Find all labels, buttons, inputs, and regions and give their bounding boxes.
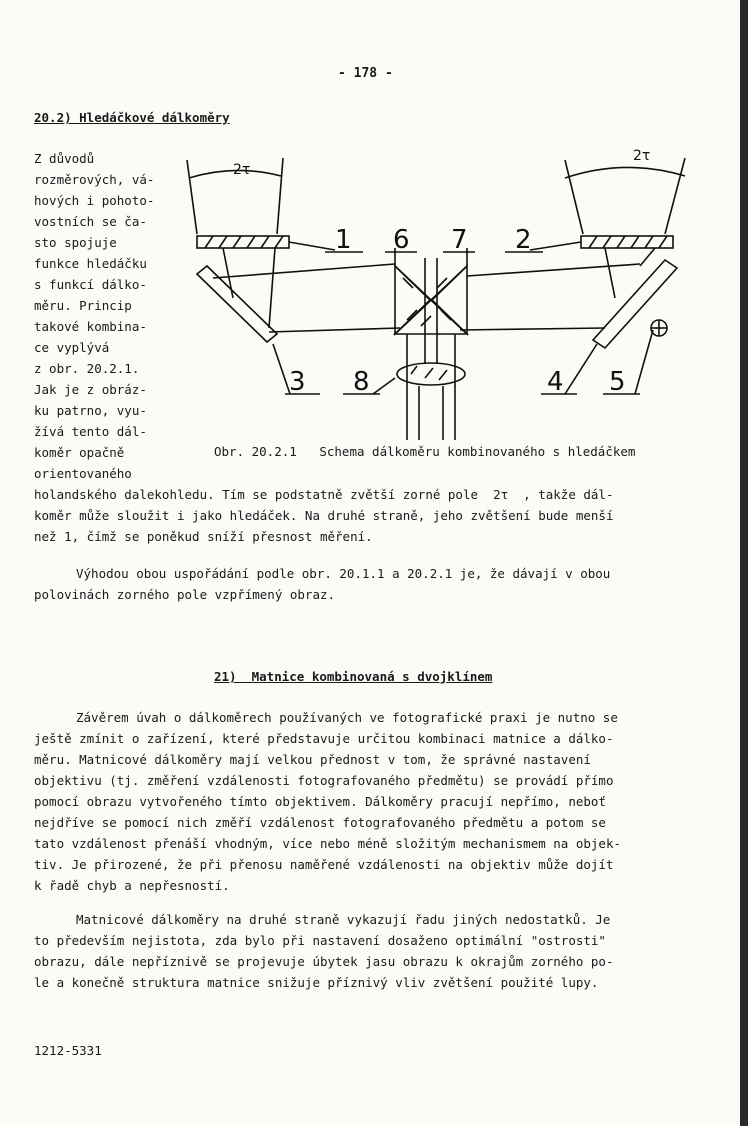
body-line: to především nejistota, zda bylo při nastavení dosaženo optimální "ostrosti": [34, 933, 606, 948]
side-line: vostních se ča-: [34, 214, 147, 229]
section-heading-20-2: 20.2) Hledáčkové dálkoměry: [34, 110, 230, 125]
body-line: Matnicové dálkoměry na druhé straně vykazují řadu jiných nedostatků. Je: [76, 912, 611, 927]
body-line: Závěrem úvah o dálkoměrech používaných ve fotografické praxi je nutno se: [76, 710, 618, 725]
section-heading-21: 21) Matnice kombinovaná s dvojklínem: [214, 669, 493, 684]
side-line: s funkcí dálko-: [34, 277, 147, 292]
side-line: koměr opačně: [34, 445, 125, 460]
body-line: než 1, čímž se poněkud sníží přesnost měření.: [34, 529, 373, 544]
figure-caption: Obr. 20.2.1 Schema dálkoměru kombinovaného s hledáčkem: [214, 444, 636, 459]
body-line: tato vzdálenost přenáší vhodným, více nebo méně složitým mechanismem na objek-: [34, 836, 621, 851]
scan-edge: [740, 0, 748, 1126]
figure-label: 6: [393, 225, 410, 255]
angle-label-left: 2τ: [233, 162, 251, 178]
side-line: Jak je z obráz-: [34, 382, 147, 397]
body-line: měru. Matnicové dálkoměry mají velkou přednost v tom, že správné nastavení: [34, 752, 591, 767]
side-line: takové kombina-: [34, 319, 147, 334]
side-line: z obr. 20.2.1.: [34, 361, 140, 376]
rangefinder-schematic: [185, 148, 700, 440]
side-line: orientovaného: [34, 466, 132, 481]
body-line: holandského dalekohledu. Tím se podstatně zvětší zorné pole 2τ , takže dál-: [34, 487, 614, 502]
side-line: funkce hledáčku: [34, 256, 147, 271]
side-line: ku patrno, vyu-: [34, 403, 147, 418]
body-line: Výhodou obou uspořádání podle obr. 20.1.1 a 20.2.1 je, že dávají v obou: [76, 566, 611, 581]
figure-label: 4: [547, 367, 564, 397]
side-line: sto spojuje: [34, 235, 117, 250]
side-line: rozměrových, vá-: [34, 172, 155, 187]
figure-label: 8: [353, 367, 370, 397]
figure-label: 7: [451, 225, 468, 255]
body-line: polovinách zorného pole vzpřímený obraz.: [34, 587, 336, 602]
figure-label: 1: [335, 225, 352, 255]
body-line: pomocí obrazu vytvořeného tímto objektivem. Dálkoměry pracují nepřímo, neboť: [34, 794, 606, 809]
figure-label: 2: [515, 225, 532, 255]
angle-label-right: 2τ: [633, 148, 651, 164]
body-line: nejdříve se pomocí nich změří vzdálenost fotografovaného předmětu a potom se: [34, 815, 606, 830]
figure-label: 5: [609, 367, 626, 397]
body-line: objektivu (tj. změření vzdálenosti fotografovaného předmětu) se provádí přímo: [34, 773, 614, 788]
side-line: hových i pohoto-: [34, 193, 155, 208]
body-line: ještě zmínit o zařízení, které představuje určitou kombinaci matnice a dálko-: [34, 731, 614, 746]
page-number: - 178 -: [338, 66, 393, 81]
body-line: k řadě chyb a nepřesností.: [34, 878, 230, 893]
figure-label: 3: [289, 367, 306, 397]
side-line: měru. Princip: [34, 298, 132, 313]
side-line: žívá tento dál-: [34, 424, 147, 439]
body-line: le a konečně struktura matnice snižuje příznivý vliv zvětšení použité lupy.: [34, 975, 599, 990]
side-line: ce vyplývá: [34, 340, 110, 355]
body-line: obrazu, dále nepříznivě se projevuje úbytek jasu obrazu k okrajům zorného po-: [34, 954, 614, 969]
side-line: Z důvodů: [34, 151, 95, 166]
body-line: koměr může sloužit i jako hledáček. Na druhé straně, jeho zvětšení bude menší: [34, 508, 614, 523]
body-line: tiv. Je přirozené, že při přenosu naměřené vzdálenosti na objektiv může dojít: [34, 857, 614, 872]
footer-code: 1212-5331: [34, 1043, 102, 1058]
